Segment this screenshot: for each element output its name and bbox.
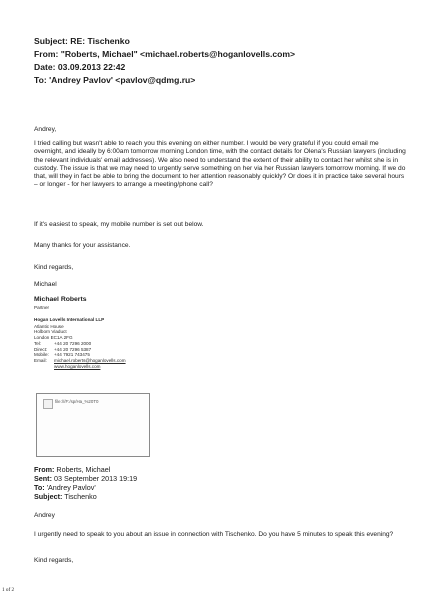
subject-line	[34, 36, 130, 46]
address-line: London EC1A 2FG	[34, 335, 73, 341]
contact-value: +44 20 7296 2000	[54, 340, 92, 346]
thanks-line: Many thanks for your assistance.	[34, 242, 131, 249]
quoted-sent-label: Sent:	[34, 474, 52, 483]
date-line	[34, 62, 125, 72]
image-filename: file:///F:/sp/Ha_%20T0	[55, 399, 99, 404]
contact-label: Direct:	[34, 346, 48, 352]
date-label: Date:	[34, 62, 56, 72]
from-label: From:	[34, 49, 59, 59]
quoted-from-label: From:	[34, 465, 55, 474]
quoted-to-line	[34, 483, 96, 492]
quoted-to-label: To:	[34, 483, 45, 492]
from-value: "Roberts, Michael" <michael.roberts@hoganlovells.com>	[60, 49, 296, 59]
broken-image-icon	[43, 399, 53, 409]
to-line	[34, 75, 195, 85]
contact-label: Tel:	[34, 340, 42, 346]
broken-image-placeholder	[36, 393, 150, 457]
quoted-sent-value: 03 September 2013 19:19	[53, 474, 138, 483]
website-link[interactable]: www.hoganlovells.com	[54, 364, 101, 370]
address-line: Holborn Viaduct	[34, 329, 67, 335]
quoted-paragraph: I urgently need to speak to you about an issue in connection with Tischenko. Do you have 5 minutes to speak this evening?	[34, 531, 394, 538]
quoted-subject-value: Tischenko	[64, 492, 97, 501]
quoted-greeting: Andrey	[34, 512, 55, 519]
quoted-subject-label: Subject:	[34, 492, 63, 501]
signoff-line: Michael	[34, 281, 57, 288]
body-paragraph-2: If it's easiest to speak, my mobile number is set out below.	[34, 221, 204, 228]
quoted-from-line	[34, 465, 110, 474]
contact-label: Mobile:	[34, 352, 49, 358]
closing-line: Kind regards,	[34, 264, 74, 271]
body-paragraph-1: I tried calling but wasn't able to reach you this evening on either number. I would be very grateful if you could email me overnight, and ideally by 6:00am tomorrow morning London time, with the contact details for Olena's Russian lawyers (including the relevant individuals' email addresses). We also need to understand the extent of their ability to contact her whilst she is in custody. The issue is that we may need to urgently serve something on her via her Russian lawyers tomorrow morning. If we do that, will they in fact be able to bring the document to her attention reasonably quickly? Or does it in practice take several hours – or longer - for her lawyers to arrange a meeting/phone call?	[34, 140, 406, 189]
quoted-sent-line	[34, 474, 137, 483]
page-number: 1 of 2	[2, 587, 15, 593]
email-link[interactable]: michael.roberts@hoganlovells.com	[54, 358, 126, 364]
quoted-to-value: 'Andrey Pavlov'	[46, 483, 96, 492]
subject-value: RE: Tischenko	[70, 36, 130, 46]
signature-address	[34, 324, 126, 370]
signature-firm: Hogan Lovells International LLP	[34, 317, 105, 322]
from-line	[34, 49, 295, 59]
date-value: 03.09.2013 22:42	[57, 62, 126, 72]
signature-title: Partner	[34, 305, 50, 310]
quoted-closing: Kind regards,	[34, 557, 74, 564]
contact-label: Email:	[34, 358, 47, 364]
contact-row-web	[34, 364, 126, 370]
quoted-subject-line	[34, 492, 97, 501]
to-label: To:	[34, 75, 47, 85]
contact-value: +44 7921 743475	[54, 352, 90, 358]
quoted-from-value: Roberts, Michael	[56, 465, 111, 474]
greeting: Andrey,	[34, 126, 57, 133]
address-line: Atlantic House	[34, 323, 64, 329]
signature-name: Michael Roberts	[34, 296, 87, 303]
to-value: 'Andrey Pavlov' <pavlov@qdmg.ru>	[49, 75, 196, 85]
contact-value: +44 20 7296 5387	[54, 346, 92, 352]
subject-label: Subject:	[34, 36, 68, 46]
